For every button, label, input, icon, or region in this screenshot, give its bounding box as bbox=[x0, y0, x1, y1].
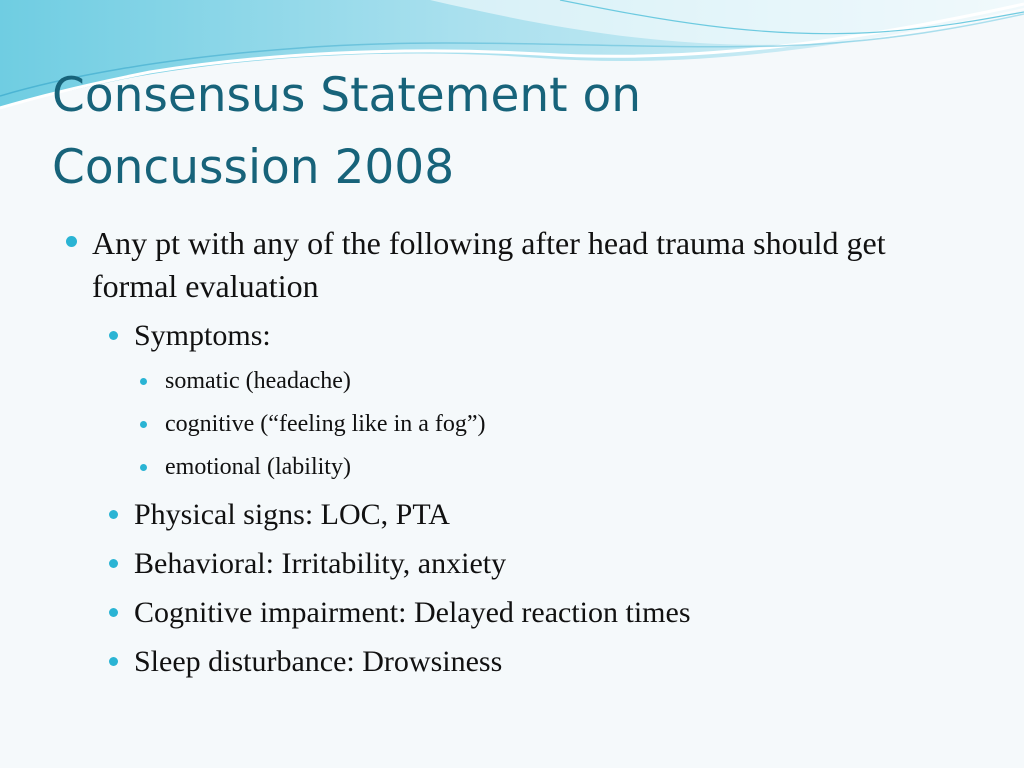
bullet-icon bbox=[140, 421, 147, 428]
criteria-item bbox=[134, 495, 450, 535]
criteria-item bbox=[134, 642, 502, 682]
bullet-icon bbox=[109, 331, 118, 340]
bullet-icon bbox=[109, 608, 118, 617]
bullet-icon bbox=[140, 378, 147, 385]
main-point bbox=[92, 222, 952, 308]
criteria-item bbox=[134, 544, 506, 584]
bullet-icon bbox=[140, 464, 147, 471]
symptom-text: emotional (lability) bbox=[165, 454, 351, 480]
symptom-text: cognitive (“feeling like in a fog”) bbox=[165, 411, 486, 437]
main-point-text: Any pt with any of the following after head trauma should get formal evaluation bbox=[92, 225, 886, 304]
title-line-2: Concussion 2008 bbox=[52, 140, 455, 195]
bullet-icon bbox=[109, 510, 118, 519]
bullet-icon bbox=[109, 657, 118, 666]
symptom-item bbox=[165, 408, 486, 440]
criteria-item bbox=[134, 593, 691, 633]
criteria-text: Physical signs: LOC, PTA bbox=[134, 498, 450, 531]
symptom-item bbox=[165, 365, 351, 397]
symptoms-item bbox=[134, 316, 271, 356]
title-line-1: Consensus Statement on bbox=[52, 68, 642, 123]
symptom-item bbox=[165, 451, 351, 483]
bullet-icon bbox=[109, 559, 118, 568]
criteria-text: Sleep disturbance: Drowsiness bbox=[134, 645, 503, 678]
symptoms-heading: Symptoms: bbox=[134, 319, 271, 352]
symptom-text: somatic (headache) bbox=[165, 368, 351, 394]
criteria-text: Behavioral: Irritability, anxiety bbox=[134, 547, 507, 580]
bullet-icon bbox=[66, 236, 77, 247]
criteria-text: Cognitive impairment: Delayed reaction times bbox=[134, 596, 691, 629]
